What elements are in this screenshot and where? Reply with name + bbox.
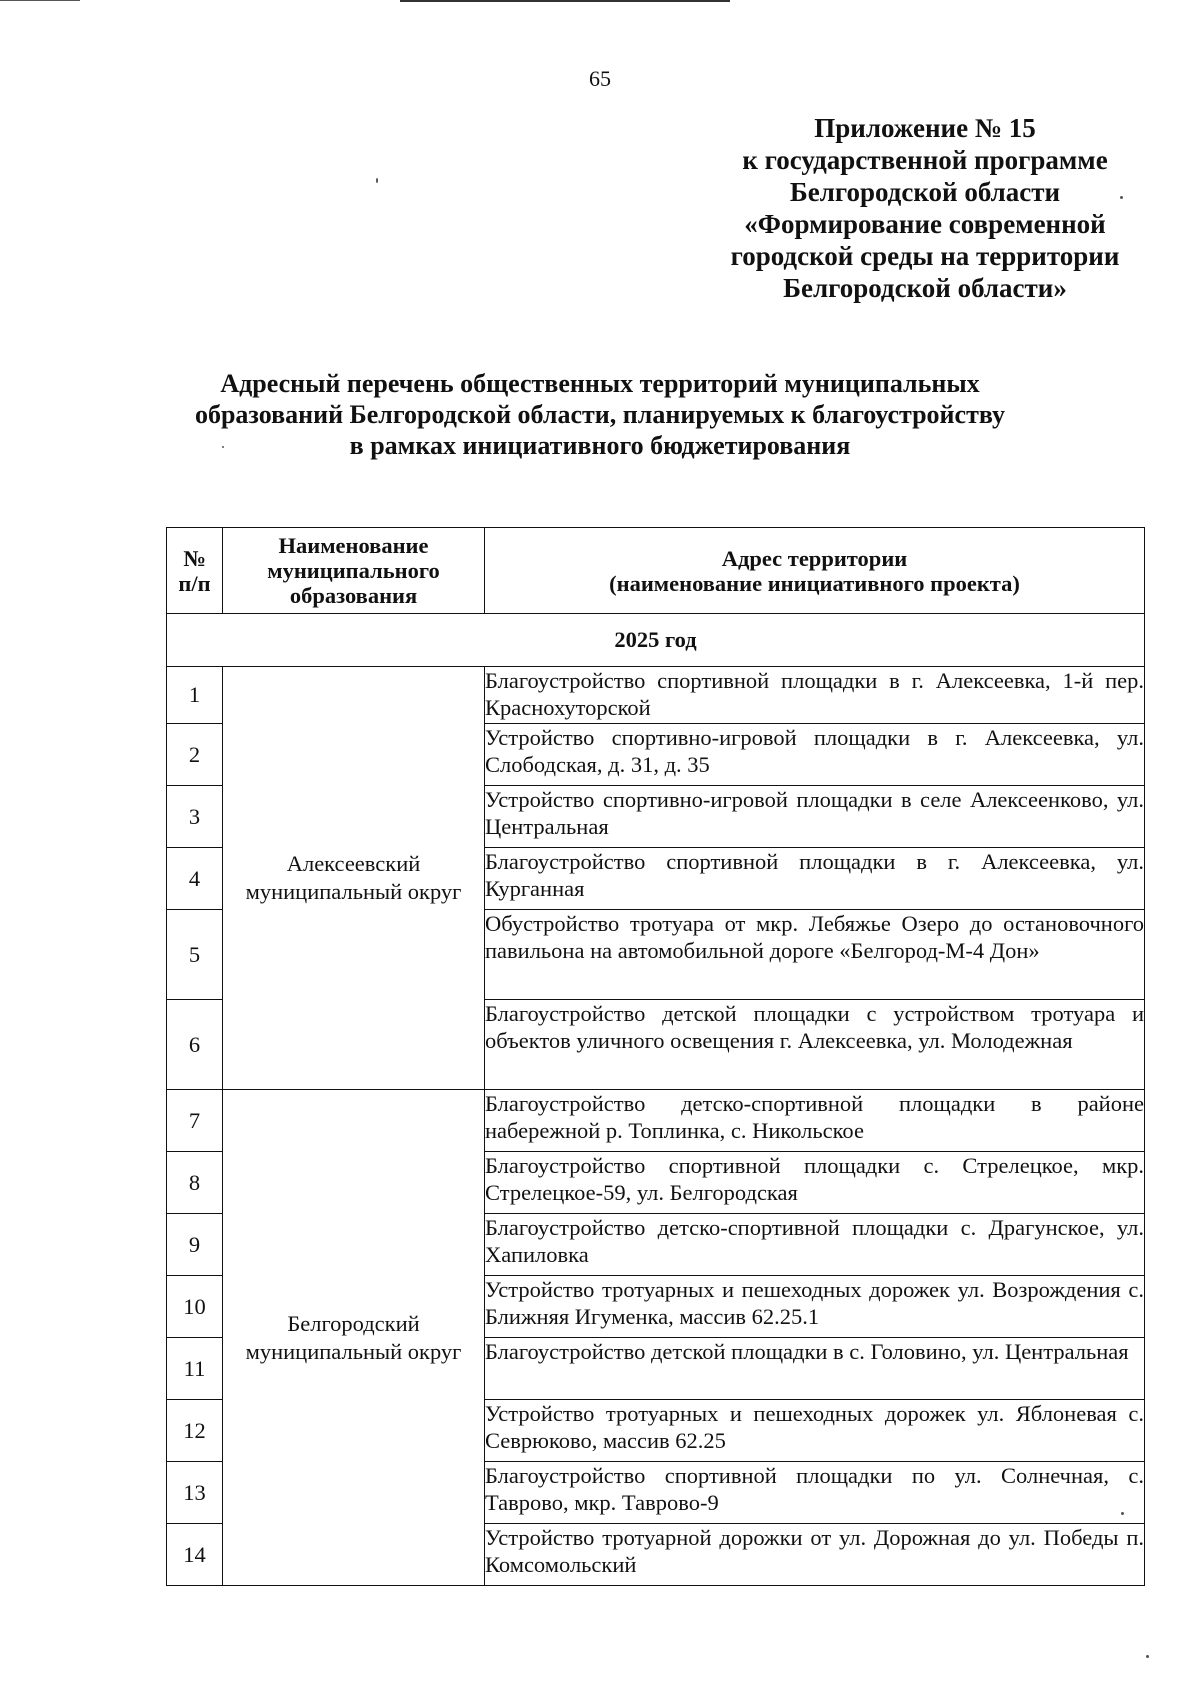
address-cell: Благоустройство детской площадки в с. Головино, ул. Центральная bbox=[485, 1338, 1145, 1400]
scan-edge-line bbox=[400, 0, 730, 2]
row-number: 12 bbox=[167, 1400, 223, 1462]
address-cell: Обустройство тротуара от мкр. Лебяжье Озеро до остановочного павильона на автомобильной дороге «Белгород-М-4 Дон» bbox=[485, 910, 1145, 1000]
address-cell: Устройство спортивно-игровой площадки в селе Алексеенково, ул. Центральная bbox=[485, 786, 1145, 848]
row-number: 5 bbox=[167, 910, 223, 1000]
scan-edge-line bbox=[0, 0, 80, 1]
appendix-line: к государственной программе bbox=[742, 145, 1108, 175]
row-number: 13 bbox=[167, 1462, 223, 1524]
appendix-line: Белгородской области bbox=[789, 177, 1061, 207]
address-cell: Устройство тротуарной дорожки от ул. Дорожная до ул. Победы п. Комсомольский bbox=[485, 1524, 1145, 1586]
row-number: 9 bbox=[167, 1214, 223, 1276]
title-line: в рамках инициативного бюджетирования bbox=[349, 431, 851, 460]
row-number: 6 bbox=[167, 1000, 223, 1090]
address-cell: Благоустройство детско-спортивной площадки с. Драгунское, ул. Хапиловка bbox=[485, 1214, 1145, 1276]
scan-speck bbox=[1146, 1655, 1149, 1658]
address-cell: Благоустройство спортивной площадки в г. Алексеевка, 1-й пер. Краснохуторской bbox=[485, 667, 1145, 724]
table-row bbox=[167, 667, 1145, 724]
row-number: 10 bbox=[167, 1276, 223, 1338]
page-number: 65 bbox=[589, 66, 611, 91]
header-number: № п/п bbox=[167, 528, 223, 614]
municipality-cell: Белгородский муниципальный округ bbox=[223, 1090, 485, 1586]
address-cell: Благоустройство спортивной площадки в г. Алексеевка, ул. Курганная bbox=[485, 848, 1145, 910]
row-number: 2 bbox=[167, 724, 223, 786]
address-cell: Благоустройство спортивной площадки с. Стрелецкое, мкр. Стрелецкое-59, ул. Белгородская bbox=[485, 1152, 1145, 1214]
year-label: 2025 год bbox=[167, 614, 1145, 667]
appendix-header bbox=[700, 112, 1150, 304]
appendix-line: городской среды на территории bbox=[730, 241, 1120, 271]
row-number: 1 bbox=[167, 667, 223, 724]
row-number: 11 bbox=[167, 1338, 223, 1400]
row-number: 8 bbox=[167, 1152, 223, 1214]
address-cell: Устройство тротуарных и пешеходных дорожек ул. Яблоневая с. Севрюково, массив 62.25 bbox=[485, 1400, 1145, 1462]
row-number: 3 bbox=[167, 786, 223, 848]
title-line: образований Белгородской области, планируемых к благоустройству bbox=[194, 400, 1006, 429]
year-row bbox=[167, 614, 1145, 667]
row-number: 7 bbox=[167, 1090, 223, 1152]
table-row bbox=[167, 1090, 1145, 1152]
address-cell: Благоустройство детско-спортивной площадки в районе набережной р. Топлинка, с. Никольское bbox=[485, 1090, 1145, 1152]
appendix-line: Белгородской области» bbox=[783, 273, 1067, 303]
territories-table bbox=[166, 527, 1145, 1586]
row-number: 14 bbox=[167, 1524, 223, 1586]
row-number: 4 bbox=[167, 848, 223, 910]
header-address: Адрес территории (наименование инициативного проекта) bbox=[485, 528, 1145, 614]
table-header-row bbox=[167, 528, 1145, 614]
appendix-line: Приложение № 15 bbox=[814, 113, 1036, 143]
appendix-line: «Формирование современной bbox=[744, 209, 1106, 239]
document-title bbox=[100, 368, 1100, 461]
header-municipality: Наименование муниципального образования bbox=[223, 528, 485, 614]
address-cell: Благоустройство детской площадки с устройством тротуара и объектов уличного освещения г. Алексеевка, ул. Молодежная bbox=[485, 1000, 1145, 1090]
scan-speck bbox=[376, 178, 378, 183]
address-cell: Благоустройство спортивной площадки по ул. Солнечная, с. Таврово, мкр. Таврово-9 bbox=[485, 1462, 1145, 1524]
address-cell: Устройство тротуарных и пешеходных дорожек ул. Возрождения с. Ближняя Игуменка, массив 62.25.1 bbox=[485, 1276, 1145, 1338]
title-line: Адресный перечень общественных территорий муниципальных bbox=[220, 369, 980, 398]
municipality-cell: Алексеевский муниципальный округ bbox=[223, 667, 485, 1090]
address-cell: Устройство спортивно-игровой площадки в г. Алексеевка, ул. Слободская, д. 31, д. 35 bbox=[485, 724, 1145, 786]
